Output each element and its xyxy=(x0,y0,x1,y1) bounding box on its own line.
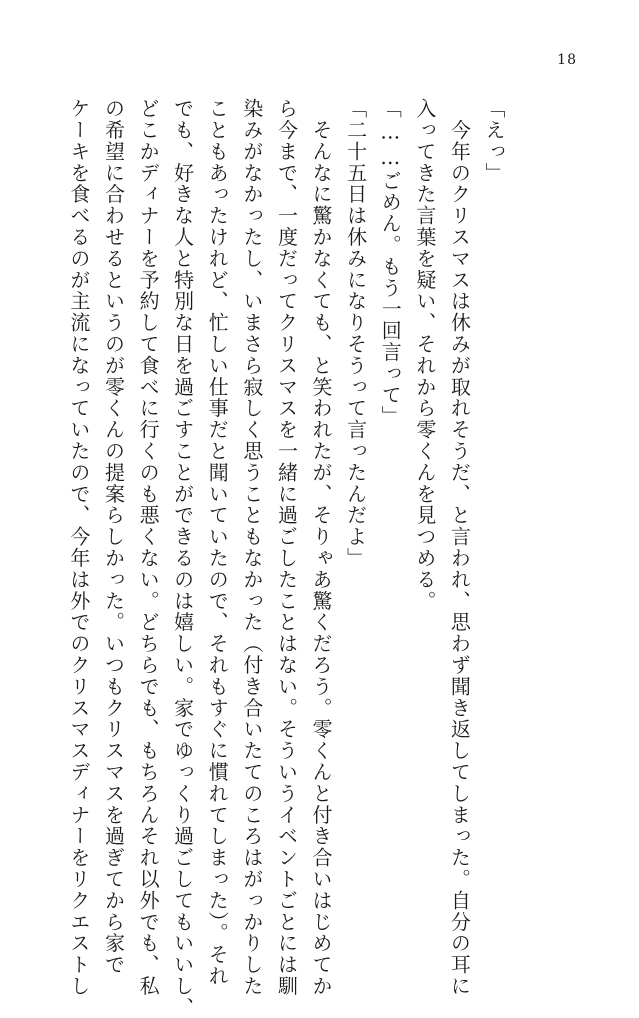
text-line: 染みがなかったし、いまさら寂しく思うこともなかった（付き合いたてのころはがっかりした xyxy=(239,98,264,997)
text-line: 「二十五日は休みになりそうって言ったんだよ」 xyxy=(343,98,368,569)
text-line: ら今まで、一度だってクリスマスを一緒に過ごしたことはない。そういうイベントごとには馴 xyxy=(274,98,299,997)
text-line: どこかディナーを予約して食べに行くのも悪くない。どちらでも、もちろんそれ以外でも、私 xyxy=(136,98,161,997)
text-line: 入ってきた言葉を疑い、それから零くんを見つめる。 xyxy=(412,98,437,612)
text-line: 「えっ」 xyxy=(482,98,506,184)
text-line: の希望に合わせるというのが零くんの提案らしかった。いつもクリスマスを過ぎてから家で xyxy=(101,98,126,976)
text-line: こともあったけれど、忙しい仕事だと聞いていたので、それもすぐに慣れてしまった）。それ xyxy=(205,98,230,987)
text-line: でも、好きな人と特別な日を過ごすことができるのは嬉しい。家でゆっくり過ごしてもいいし、 xyxy=(170,98,195,1018)
text-line: 今年のクリスマスは休みが取れそうだ、と言われ、思わず聞き返してしまった。自分の耳に xyxy=(447,98,472,997)
text-line: ケーキを食べるのが主流になっていたので、今年は外でのクリスマスディナーをリクエストし xyxy=(66,98,91,997)
body-text xyxy=(61,98,511,1018)
page-number: 18 xyxy=(557,52,577,68)
text-line: そんなに驚かなくても、と笑われたが、そりゃあ驚くだろう。零くんと付き合いはじめてか xyxy=(309,98,334,997)
text-line: 「……ごめん。もう一回言って」 xyxy=(378,98,403,427)
